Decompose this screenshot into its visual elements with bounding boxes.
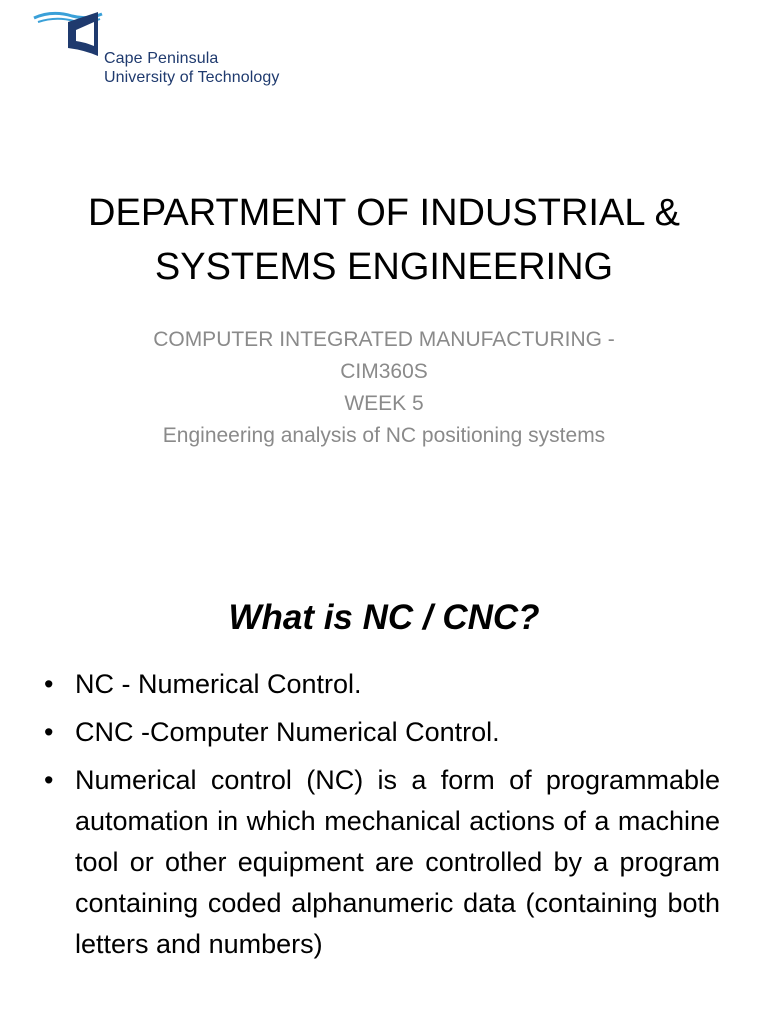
bullet-icon: •	[44, 669, 54, 699]
logo-text	[104, 49, 280, 87]
logo-line-1: Cape Peninsula	[104, 50, 219, 67]
bullet-icon: •	[44, 765, 54, 795]
list-item	[44, 664, 720, 705]
subtitle-line-2: CIM360S	[340, 360, 428, 383]
slide-divider	[0, 541, 768, 550]
bullet-text: Numerical control (NC) is a form of programmable automation in which mechanical actions of a machine tool or other equipment are controlled by a program containing coded alphanumeric data (containing both letters and numbers)	[75, 765, 720, 959]
title-line-2: SYSTEMS ENGINEERING	[154, 246, 614, 288]
logo-line-2: University of Technology	[104, 69, 280, 86]
subtitle-line-3: WEEK 5	[344, 392, 424, 415]
cput-emblem-icon	[32, 8, 112, 68]
subtitle-line-1: COMPUTER INTEGRATED MANUFACTURING -	[153, 328, 615, 351]
bullet-list	[44, 664, 720, 972]
bullet-text: CNC -Computer Numerical Control.	[75, 717, 500, 747]
bullet-text: NC - Numerical Control.	[75, 669, 362, 699]
subtitle-line-4: Engineering analysis of NC positioning systems	[162, 424, 606, 447]
content-heading: What is NC / CNC?	[228, 598, 540, 637]
title-line-1: DEPARTMENT OF INDUSTRIAL &	[88, 192, 680, 234]
university-logo	[32, 8, 322, 90]
bullet-icon: •	[44, 717, 54, 747]
list-item	[44, 760, 720, 965]
slide-title	[0, 186, 768, 294]
list-item	[44, 712, 720, 753]
slide-subtitle	[0, 324, 768, 452]
